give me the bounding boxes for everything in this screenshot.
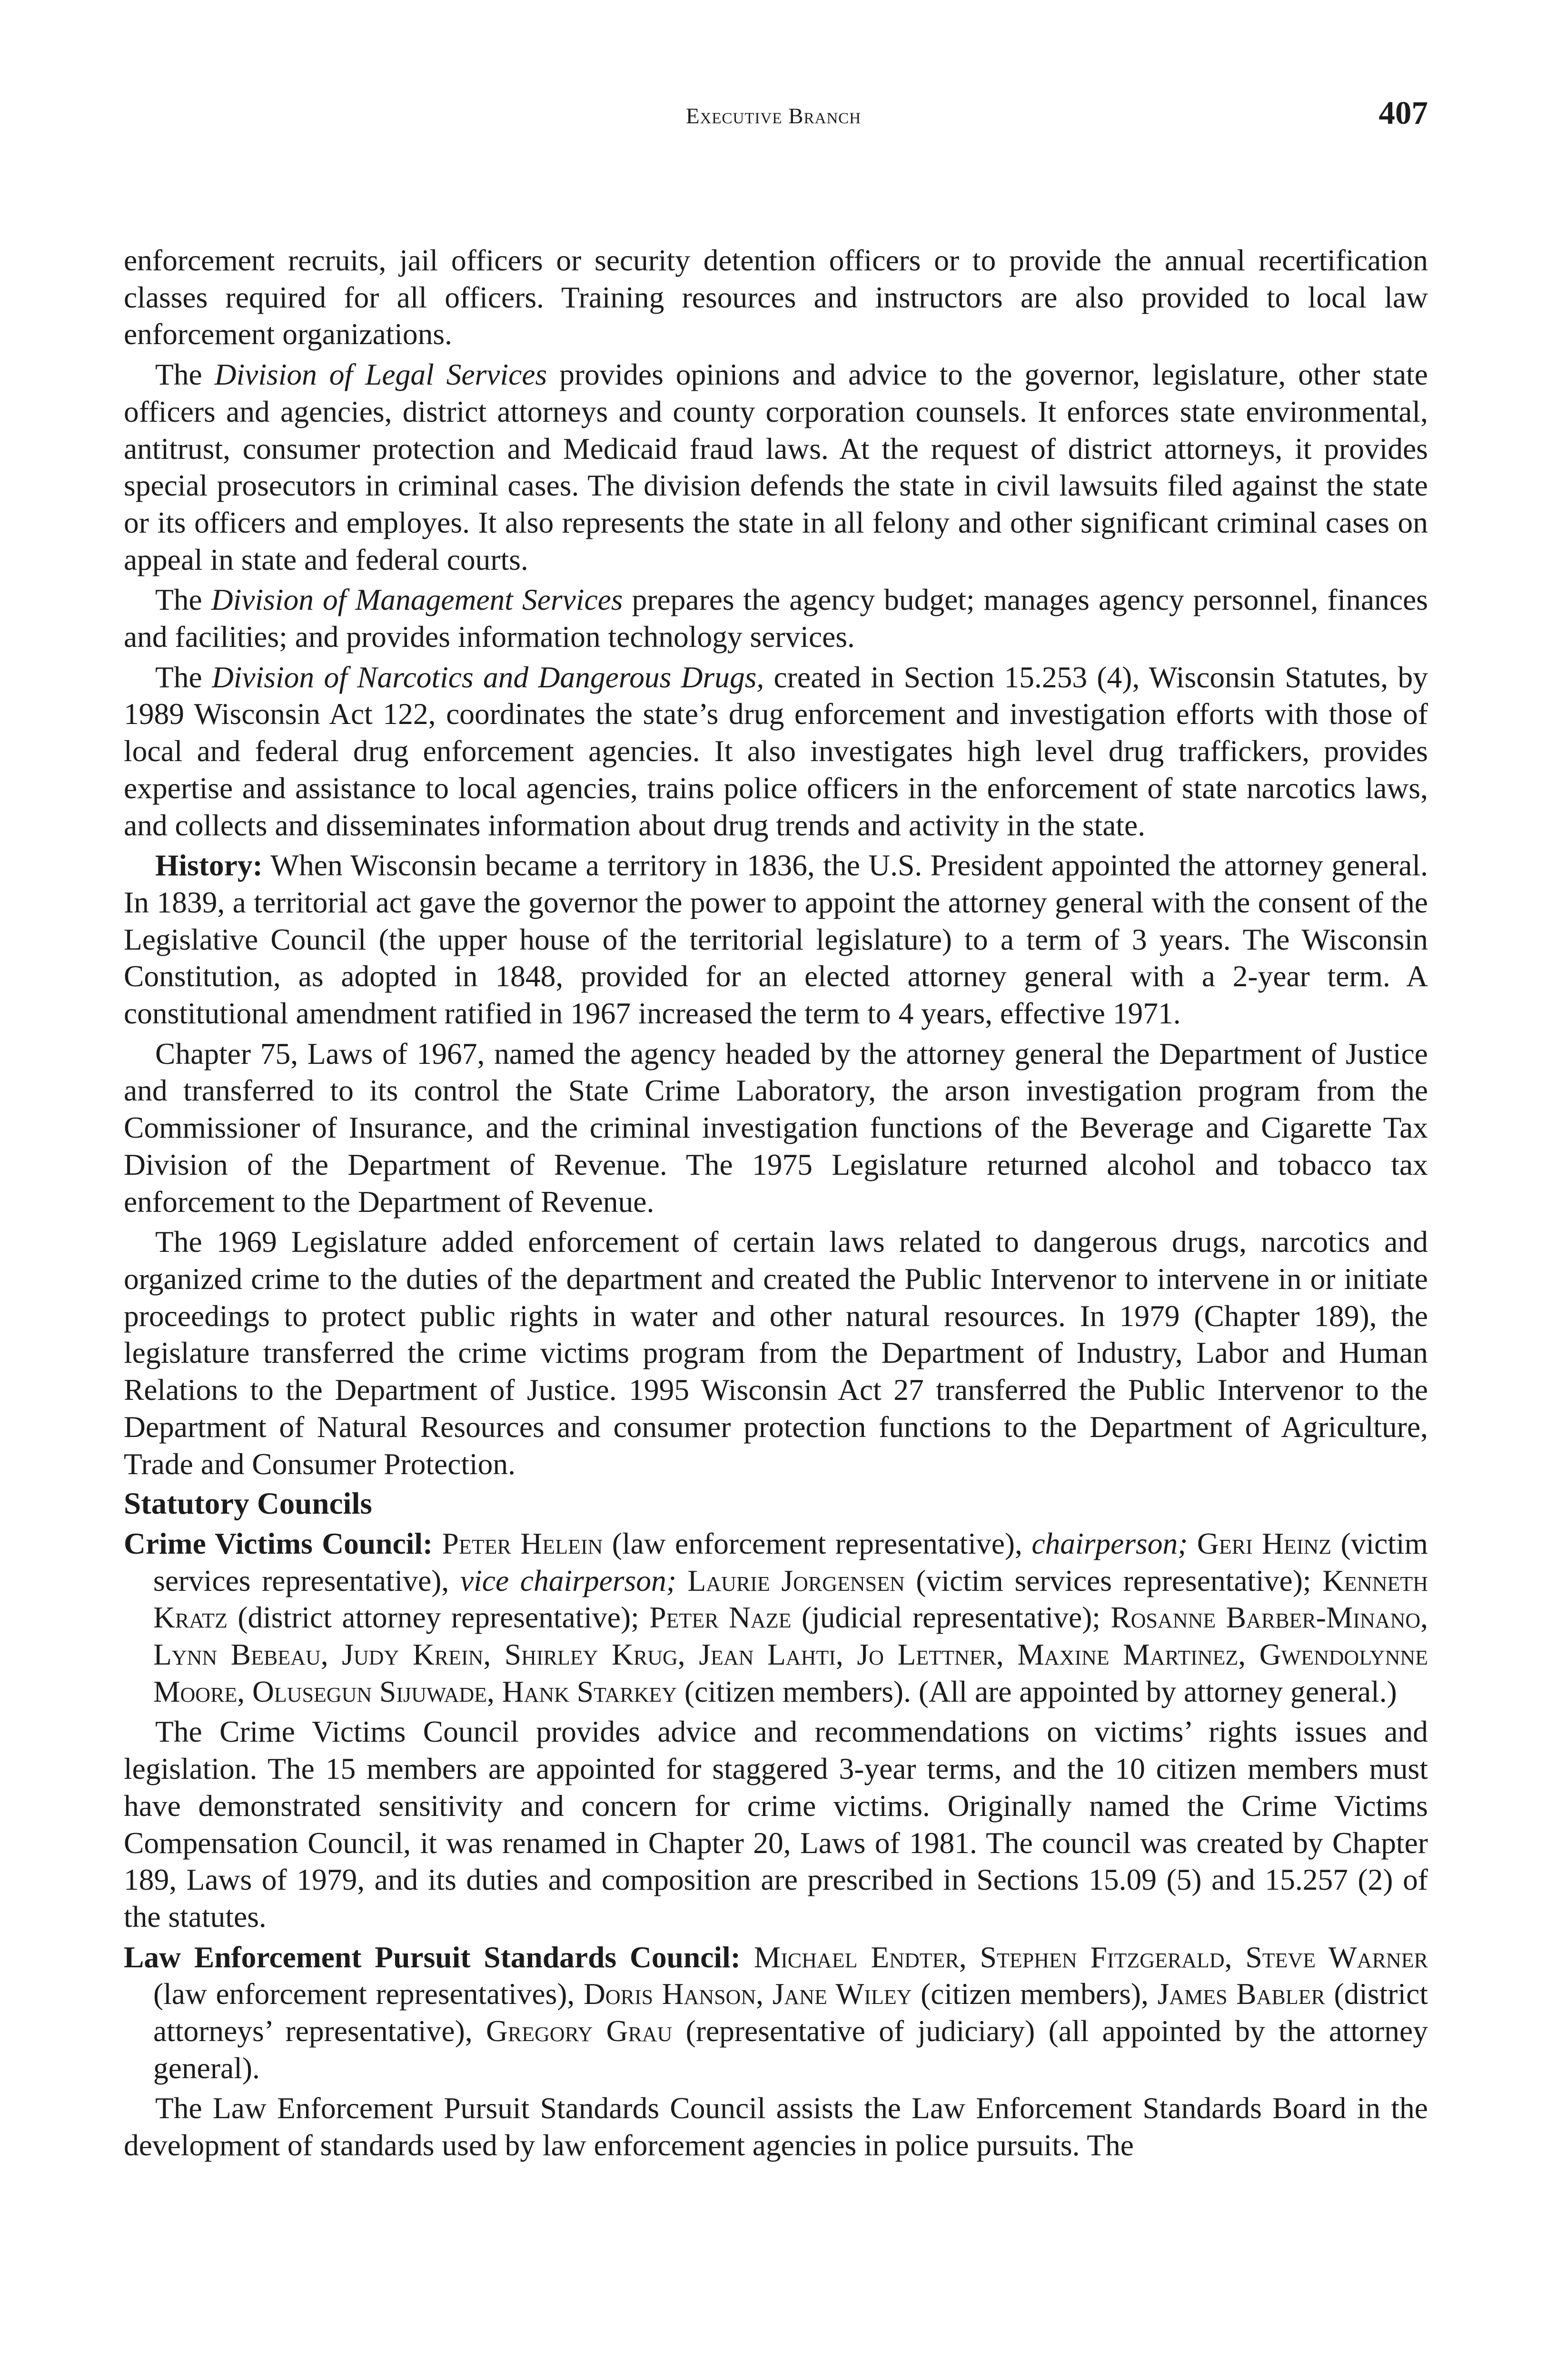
member-name: Gregory Grau	[486, 2014, 673, 2048]
paragraph-lead-text: The	[155, 357, 215, 392]
paragraph-lead-text: The	[155, 660, 212, 694]
body-text	[124, 242, 1428, 2167]
council-label: Crime Victims Council:	[124, 1526, 433, 1560]
member-name: Michael Endter, Stephen Fitzgerald, Steve Warner	[753, 1940, 1428, 1974]
role-title: vice chairperson;	[460, 1563, 676, 1597]
paragraph-text: prepares the agency budget; manages agency personnel, finances and facilities; and provides information technology services.	[124, 583, 1428, 654]
entry-text: (citizen members),	[912, 1977, 1158, 2011]
entry-text: (representative of judiciary) (all appointed by the attorney general).	[153, 2014, 1428, 2085]
division-name: Division of Management Services	[211, 583, 623, 617]
member-name: James Babler	[1157, 1977, 1325, 2011]
role-title: chairperson;	[1031, 1526, 1188, 1560]
entry-text	[741, 1940, 754, 1974]
paragraph-pursuit-description: The Law Enforcement Pursuit Standards Council assists the Law Enforcement Standards Board in the development of standards used by law enforcement agencies in police pursuits. The	[124, 2091, 1428, 2162]
entry-pursuit-standards-council	[124, 1939, 1428, 2087]
paragraph-history	[124, 847, 1428, 1032]
running-head	[602, 98, 945, 130]
entry-text	[676, 1564, 688, 1597]
paragraph-text: provides opinions and advice to the governor, legislature, other state officers and agencies, district attorneys and county corporation counsels. It enforces state environmental, antitrust, consumer protection and Medicaid fraud laws. At the request of district attorneys, it provides special prosecutors in criminal cases. The division defends the state in civil lawsuits filed against the state or its officers and employes. It also represents the state in all felony and other significant criminal cases on appeal in state and federal courts.	[124, 357, 1428, 576]
member-name: Peter Helein	[442, 1526, 603, 1560]
paragraph-chapter-75: Chapter 75, Laws of 1967, named the agency headed by the attorney general the Department of Justice and transferred to its control the State Crime Laboratory, the arson investigation program from the Commissioner of Insurance, and the criminal investigation functions of the Beverage and Cigarette Tax Division of the Department of Revenue. The 1975 Legislature returned alcohol and tobacco tax enforcement to the Department of Revenue.	[124, 1036, 1428, 1219]
paragraph-lead-text: The	[155, 583, 211, 617]
entry-text	[1188, 1527, 1197, 1560]
paragraph-legal-services	[124, 356, 1428, 578]
entry-text: (district attorneys’ representative),	[153, 1977, 1428, 2048]
paragraph-text: created in Section 15.253 (4), Wisconsin Statutes, by 1989 Wisconsin Act 122, coordinates the state’s drug enforcement and investigation efforts with those of local and federal drug enforcement agencies. It also investigates high level drug traffickers, provides expertise and assistance to local agencies, trains police officers in the enforcement of state narcotics laws, and collects and disseminates information about drug trends and activity in the state.	[124, 660, 1428, 842]
paragraph-text: When Wisconsin became a territory in 1836, the U.S. President appointed the attorney general. In 1839, a territorial act gave the governor the power to appoint the attorney general with the consent of the Legislative Council (the upper house of the territorial legislature) to a term of 3 years. The Wisconsin Constitution, as adopted in 1848, provided for an elected attorney general with a 2-year term. A constitutional amendment ratified in 1967 increased the term to 4 years, effective 1971.	[124, 848, 1428, 1031]
entry-text: (district attorney representative);	[227, 1600, 650, 1635]
paragraph-1969-legislature: The 1969 Legislature added enforcement of certain laws related to dangerous drugs, narcotics and organized crime to the duties of the department and created the Public Intervenor to intervene in or initiate proceedings to protect public rights in water and other natural resources. In 1979 (Chapter 189), the legislature transferred the crime victims program from the Department of Industry, Labor and Human Relations to the Department of Justice. 1995 Wisconsin Act 27 transferred the Public Intervenor to the Department of Natural Resources and consumer protection functions to the Department of Agriculture, Trade and Consumer Protection.	[124, 1225, 1428, 1481]
section-heading-statutory-councils: Statutory Councils	[124, 1487, 372, 1521]
entry-text: (judicial representative);	[791, 1600, 1111, 1635]
paragraph-training: enforcement recruits, jail officers or security detention officers or to provide the annual recertification classes required for all officers. Training resources and instructors are also provided to local law enforcement organizations.	[124, 243, 1428, 351]
member-name: Kenneth Kratz	[153, 1563, 1428, 1635]
page-number: 407	[1378, 95, 1428, 131]
entry-text: (law enforcement representative),	[603, 1526, 1032, 1560]
member-name: Peter Naze	[649, 1600, 792, 1635]
paragraph-narcotics	[124, 659, 1428, 844]
council-label: Law Enforcement Pursuit Standards Council:	[124, 1940, 741, 1974]
entry-text: (law enforcement representatives),	[153, 1977, 584, 2011]
entry-crime-victims-council	[124, 1525, 1428, 1710]
paragraph-crime-victims-description: The Crime Victims Council provides advice and recommendations on victims’ rights issues and legislation. The 15 members are appointed for staggered 3-year terms, and the 10 citizen members must have demonstrated sensitivity and concern for crime victims. Originally named the Crime Victims Compensation Council, it was renamed in Chapter 20, Laws of 1981. The council was created by Chapter 189, Laws of 1979, and its duties and composition are prescribed in Sections 15.09 (5) and 15.257 (2) of the statutes.	[124, 1715, 1428, 1934]
running-head-title: Executive Branch	[685, 104, 862, 129]
member-name: Laurie Jorgensen	[687, 1563, 905, 1597]
paragraph-management-services	[124, 581, 1428, 655]
member-name: Geri Heinz	[1197, 1526, 1332, 1560]
entry-text: (citizen members). (All are appointed by attorney general.)	[677, 1674, 1397, 1708]
history-label: History:	[155, 848, 263, 883]
member-name: Doris Hanson, Jane Wiley	[583, 1977, 912, 2011]
division-name: Division of Legal Services	[214, 357, 547, 392]
division-name: Division of Narcotics and Dangerous Drugs,	[212, 660, 764, 694]
entry-text: (victim services representative),	[153, 1526, 1428, 1597]
member-names-citizen: Rosanne Barber-Minano, Lynn Bebeau, Judy Krein, Shirley Krug, Jean Lahti, Jo Lettner, Maxine Martinez, Gwendolynne Moore, Olusegun Sijuwade, Hank Starkey	[153, 1600, 1428, 1708]
entry-text: (victim services representative);	[904, 1563, 1323, 1597]
